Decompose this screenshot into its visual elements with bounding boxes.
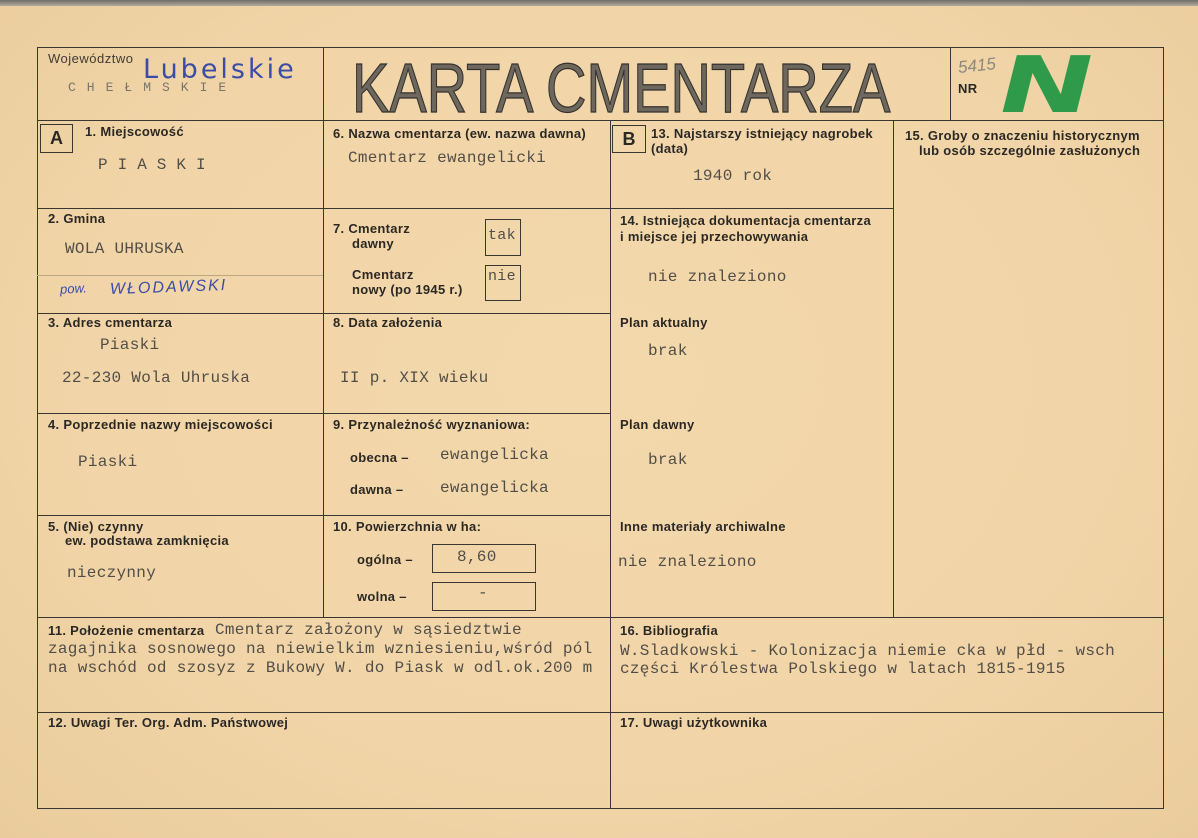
county-prefix-handwritten: pow. xyxy=(59,280,88,297)
field-4-label: 4. Poprzednie nazwy miejscowości xyxy=(48,417,273,432)
field-5-label-sub: ew. podstawa zamknięcia xyxy=(65,533,229,548)
row-line xyxy=(37,313,610,314)
field-7-old-value: tak xyxy=(488,227,516,244)
field-9-former-label: dawna – xyxy=(350,482,404,497)
field-3-line1: Piaski xyxy=(100,336,160,354)
field-3-label: 3. Adres cmentarza xyxy=(48,315,173,330)
column-line xyxy=(323,120,324,617)
field-11-line3: na wschód od szosyz z Bukowy W. do Piask w odl.ok.200 m xyxy=(48,659,593,677)
field-15-label-sub: lub osób szczególnie zasłużonych xyxy=(919,143,1141,158)
field-14-label: 14. Istniejąca dokumentacja cmentarza xyxy=(620,213,871,228)
field-14-label-sub: i miejsce jej przechowywania xyxy=(620,229,809,244)
row-line xyxy=(37,208,893,209)
voivodeship-stamp: Lubelskie xyxy=(143,54,297,85)
other-archives-value: nie znaleziono xyxy=(618,553,757,571)
row-line xyxy=(37,413,610,414)
record-number-pencil: 5415 xyxy=(957,54,997,77)
section-a-marker: A xyxy=(40,124,73,153)
field-10-label: 10. Powierzchnia w ha: xyxy=(333,519,482,534)
plan-current-value: brak xyxy=(648,342,688,360)
plan-old-label: Plan dawny xyxy=(620,417,695,432)
field-15-label: 15. Groby o znaczeniu historycznym xyxy=(905,128,1140,143)
voivodeship-label: Województwo xyxy=(48,51,134,66)
plan-old-value: brak xyxy=(648,451,688,469)
field-2-label: 2. Gmina xyxy=(48,211,106,226)
section-b-marker: B xyxy=(612,125,646,153)
field-10-free-label: wolna – xyxy=(357,589,407,604)
field-13-label-sub: (data) xyxy=(651,141,689,156)
field-11-label: 11. Położenie cmentarza xyxy=(48,623,205,638)
field-1-label: 1. Miejscowość xyxy=(85,124,184,139)
row-line xyxy=(37,712,1163,713)
other-archives-label: Inne materiały archiwalne xyxy=(620,519,786,534)
field-5-value: nieczynny xyxy=(67,564,157,582)
field-4-value: Piaski xyxy=(78,453,138,471)
field-10-free-value: - xyxy=(478,584,488,602)
field-9-current-label: obecna – xyxy=(350,450,409,465)
field-3-line2: 22-230 Wola Uhruska xyxy=(62,369,251,387)
field-7-new-value: nie xyxy=(488,268,516,285)
header-line xyxy=(950,47,951,120)
field-6-value: Cmentarz ewangelicki xyxy=(348,149,547,167)
record-number-label: NR xyxy=(958,81,978,96)
field-16-label: 16. Bibliografia xyxy=(620,623,718,638)
green-mark-n: N xyxy=(987,41,1105,131)
field-8-label: 8. Data założenia xyxy=(333,315,443,330)
field-8-value: II p. XIX wieku xyxy=(340,369,489,387)
field-16-line1: W.Sladkowski - Kolonizacja niemie cka w płd - wsch xyxy=(620,642,1116,660)
field-7-new-label: Cmentarz xyxy=(352,267,414,282)
field-9-former-value: ewangelicka xyxy=(440,479,549,497)
field-10-total-value: 8,60 xyxy=(457,548,497,566)
field-9-current-value: ewangelicka xyxy=(440,446,549,464)
field-13-label: 13. Najstarszy istniejący nagrobek xyxy=(651,126,873,141)
county-handwritten: WŁODAWSKI xyxy=(109,276,228,299)
field-17-label: 17. Uwagi użytkownika xyxy=(620,715,768,730)
field-10-total-label: ogólna – xyxy=(357,552,413,567)
field-11-line1: Cmentarz założony w sąsiedztwie xyxy=(215,621,522,639)
field-13-value: 1940 rok xyxy=(693,167,773,185)
field-7-old-label: 7. Cmentarz xyxy=(333,221,410,236)
column-line xyxy=(610,120,611,808)
field-11-line2: zagajnika sosnowego na niewielkim wzniesieniu,wśród pól xyxy=(48,640,593,658)
field-9-label: 9. Przynależność wyznaniowa: xyxy=(333,417,530,432)
plan-current-label: Plan aktualny xyxy=(620,315,708,330)
faint-underline xyxy=(37,275,323,276)
field-12-label: 12. Uwagi Ter. Org. Adm. Państwowej xyxy=(48,715,289,730)
field-1-value: PIASKI xyxy=(98,156,216,174)
scan-edge xyxy=(0,0,1198,6)
header-line xyxy=(323,47,324,120)
column-line xyxy=(893,120,894,617)
field-6-label: 6. Nazwa cmentarza (ew. nazwa dawna) xyxy=(333,126,587,141)
row-line xyxy=(37,617,1163,618)
voivodeship-typed: CHEŁMSKIE xyxy=(68,80,238,95)
field-16-line2: części Królestwa Polskiego w latach 1815-1915 xyxy=(620,660,1066,678)
row-line xyxy=(37,515,610,516)
field-14-value: nie znaleziono xyxy=(648,268,787,286)
card-title: KARTA CMENTARZA xyxy=(352,48,891,127)
field-2-value: WOLA UHRUSKA xyxy=(65,240,184,258)
field-7-new-label-sub: nowy (po 1945 r.) xyxy=(352,282,463,297)
field-7-old-label-sub: dawny xyxy=(352,236,394,251)
field-5-label: 5. (Nie) czynny xyxy=(48,519,144,534)
